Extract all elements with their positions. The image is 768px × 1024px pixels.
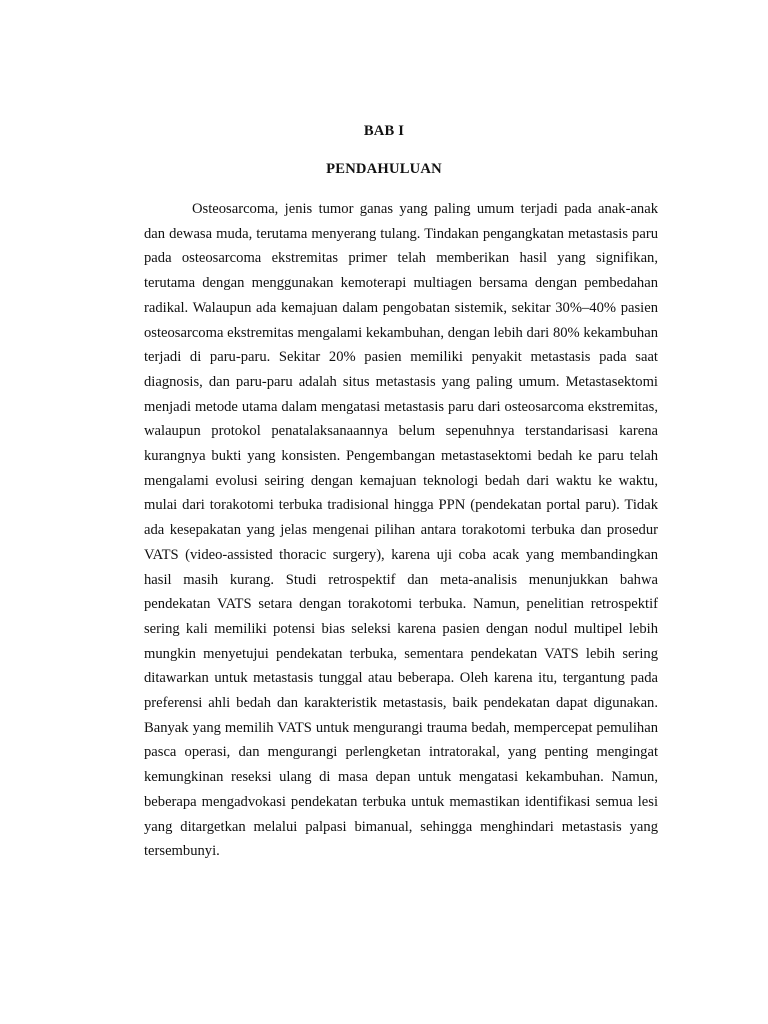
body-paragraph: Osteosarcoma, jenis tumor ganas yang paling umum terjadi pada anak-anak dan dewasa muda, terutama menyerang tulang. Tindakan pengangkatan metastasis paru pada osteosarcoma ekstremitas primer telah memberikan hasil yang signifikan, terutama dengan menggunakan kemoterapi multiagen bersama dengan pembedahan radikal. Walaupun ada kemajuan dalam pengobatan sistemik, sekitar 30%–40% pasien osteosarcoma ekstremitas mengalami kekambuhan, dengan lebih dari 80% kekambuhan terjadi di paru-paru. Sekitar 20% pasien memiliki penyakit metastasis pada saat diagnosis, dan paru-paru adalah situs metastasis yang paling umum. Metastasektomi menjadi metode utama dalam mengatasi metastasis paru dari osteosarcoma ekstremitas, walaupun protokol penatalaksanaannya belum sepenuhnya terstandarisasi karena kurangnya bukti yang konsisten. Pengembangan metastasektomi bedah ke paru telah mengalami evolusi seiring dengan kemajuan teknologi bedah dari waktu ke waktu, mulai dari torakotomi terbuka tradisional hingga PPN (pendekatan portal paru). Tidak ada kesepakatan yang jelas mengenai pilihan antara torakotomi terbuka dan prosedur VATS (video-assisted thoracic surgery), karena uji coba acak yang membandingkan hasil masih kurang. Studi retrospektif dan meta-analisis menunjukkan bahwa pendekatan VATS setara dengan torakotomi terbuka. Namun, penelitian retrospektif sering kali memiliki potensi bias seleksi karena pasien dengan nodul multipel lebih mungkin menyetujui pendekatan terbuka, sementara pendekatan VATS lebih sering ditawarkan untuk metastasis tunggal atau beberapa. Oleh karena itu, tergantung pada preferensi ahli bedah dan karakteristik metastasis, baik pendekatan dapat digunakan. Banyak yang memilih VATS untuk mengurangi trauma bedah, mempercepat pemulihan pasca operasi, dan mengurangi perlengketan intratorakal, yang penting mengingat kemungkinan reseksi ulang di masa depan untuk mengatasi kekambuhan. Namun, beberapa mengadvokasi pendekatan terbuka untuk memastikan identifikasi semua lesi yang ditargetkan melalui palpasi bimanual, sehingga menghindari metastasis yang tersembunyi. [144,201,658,860]
chapter-title: PENDAHULUAN [326,161,442,177]
chapter-number: BAB I [363,123,405,139]
